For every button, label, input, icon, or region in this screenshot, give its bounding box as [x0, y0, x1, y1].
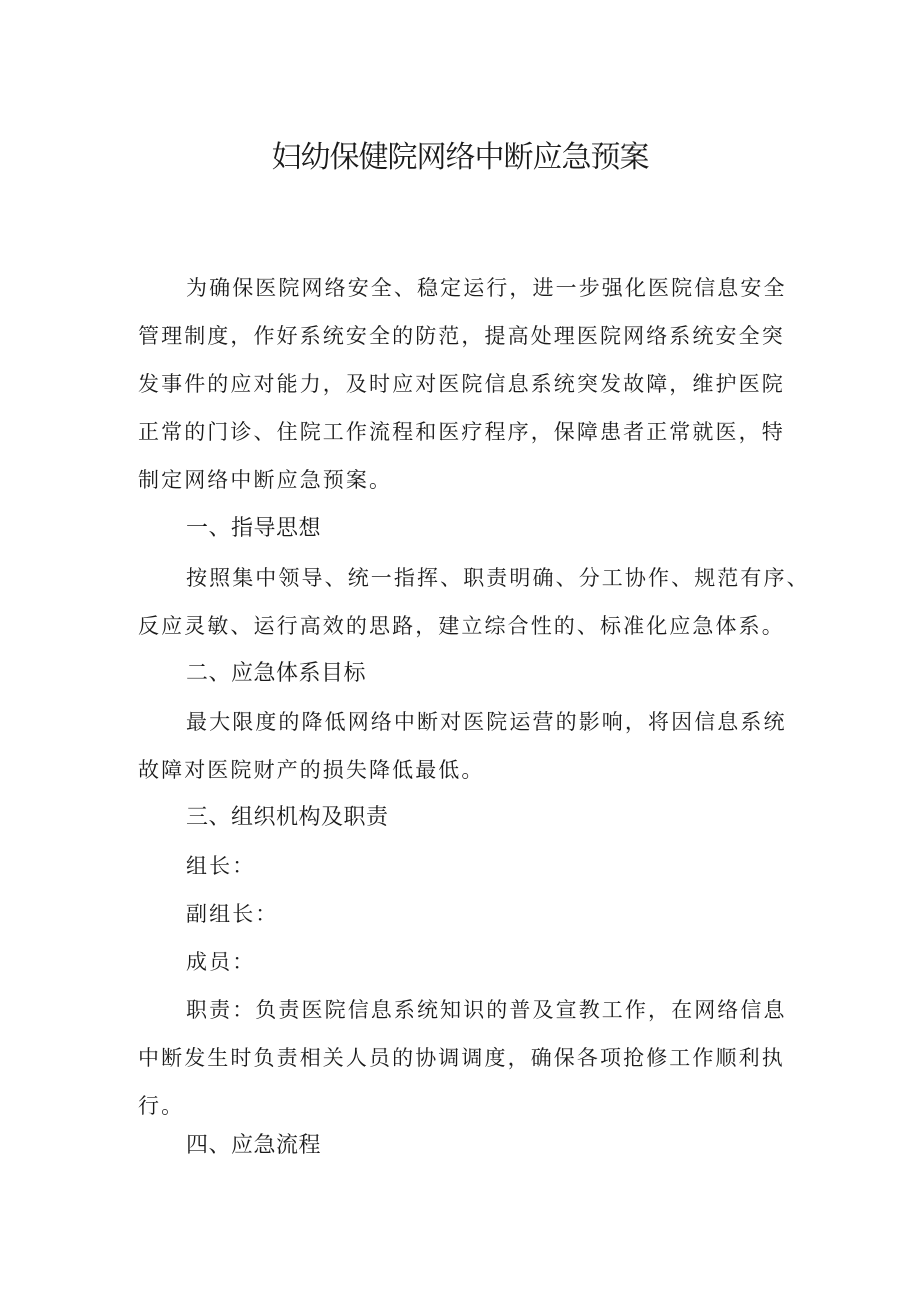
section-2-line-2: 故障对医院财产的损失降低最低。 [138, 758, 485, 782]
section-1-line-2: 反应灵敏、运行高效的思路，建立综合性的、标准化应急体系。 [138, 614, 785, 638]
section-4-heading: 四、应急流程 [186, 1133, 322, 1158]
section-3-duty-line-3: 行。 [138, 1094, 185, 1118]
intro-line-5: 制定网络中断应急预案。 [138, 468, 393, 492]
section-3-members-line: 成员： [186, 950, 256, 974]
section-2-heading: 二、应急体系目标 [186, 661, 367, 686]
section-2-line-1: 最大限度的降低网络中断对医院运营的影响，将因信息系统 [186, 710, 787, 734]
section-3-heading: 三、组织机构及职责 [186, 805, 389, 830]
intro-line-3: 发事件的应对能力，及时应对医院信息系统突发故障，维护医院 [138, 372, 785, 396]
intro-line-1: 为确保医院网络安全、稳定运行，进一步强化医院信息安全 [186, 276, 787, 300]
document-title: 妇幼保健院网络中断应急预案 [271, 140, 649, 175]
section-3-deputy-line: 副组长： [186, 902, 279, 926]
intro-line-4: 正常的门诊、住院工作流程和医疗程序，保障患者正常就医，特 [138, 420, 785, 444]
section-3-leader-line: 组长： [186, 854, 256, 878]
section-1-heading: 一、指导思想 [186, 516, 322, 541]
section-3-duty-line-2: 中断发生时负责相关人员的协调调度，确保各项抢修工作顺利执 [138, 1046, 785, 1070]
section-1-line-1: 按照集中领导、统一指挥、职责明确、分工协作、规范有序、 [186, 566, 810, 590]
intro-line-2: 管理制度，作好系统安全的防范，提高处理医院网络系统安全突 [138, 324, 785, 348]
section-3-duty-line-1: 职责：负责医院信息系统知识的普及宣教工作，在网络信息 [186, 998, 787, 1022]
